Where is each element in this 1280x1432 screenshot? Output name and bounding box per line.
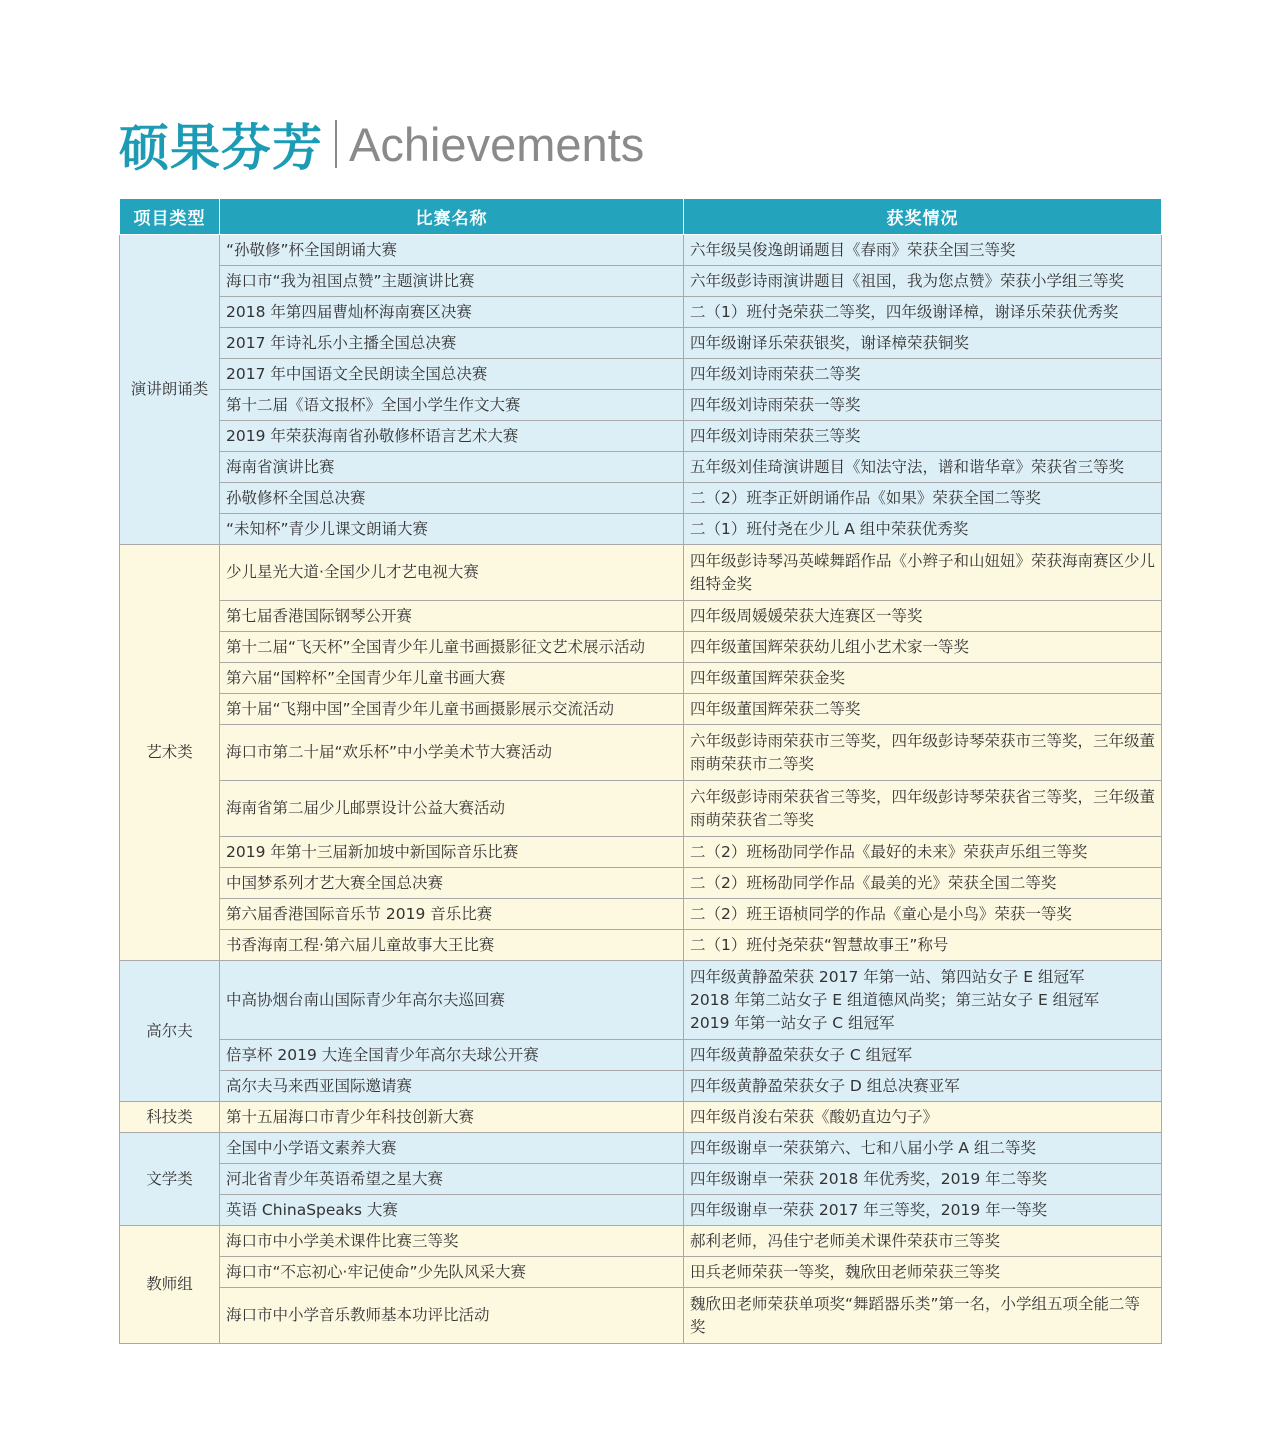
- table-row: [120, 483, 1162, 514]
- award-cell: 四年级董国辉荣获幼儿组小艺术家一等奖: [684, 632, 1162, 663]
- category-cell: 文学类: [120, 1133, 220, 1226]
- category-cell: 教师组: [120, 1226, 220, 1344]
- competition-cell: 海口市“不忘初心·牢记使命”少先队风采大赛: [220, 1257, 684, 1288]
- table-row: [120, 930, 1162, 961]
- table-row: [120, 1071, 1162, 1102]
- award-cell: 六年级彭诗雨荣获省三等奖，四年级彭诗琴荣获省三等奖，三年级董雨萌荣获省二等奖: [684, 781, 1162, 837]
- category-cell: 艺术类: [120, 545, 220, 961]
- table-row: [120, 235, 1162, 266]
- category-cell: 演讲朗诵类: [120, 235, 220, 545]
- header-category: 项目类型: [120, 199, 220, 235]
- award-cell: 四年级谢译乐荣获银奖，谢译樟荣获铜奖: [684, 328, 1162, 359]
- competition-cell: 少儿星光大道·全国少儿才艺电视大赛: [220, 545, 684, 601]
- award-cell: 四年级刘诗雨荣获三等奖: [684, 421, 1162, 452]
- award-cell: 四年级黄静盈荣获女子 C 组冠军: [684, 1040, 1162, 1071]
- table-row: [120, 899, 1162, 930]
- competition-cell: 河北省青少年英语希望之星大赛: [220, 1164, 684, 1195]
- competition-cell: 第十届“飞翔中国”全国青少年儿童书画摄影展示交流活动: [220, 694, 684, 725]
- competition-cell: 海口市中小学美术课件比赛三等奖: [220, 1226, 684, 1257]
- category-cell: 科技类: [120, 1102, 220, 1133]
- award-cell: 四年级董国辉荣获二等奖: [684, 694, 1162, 725]
- award-cell: 二（2）班杨劭同学作品《最美的光》荣获全国二等奖: [684, 868, 1162, 899]
- award-cell: 二（2）班杨劭同学作品《最好的未来》荣获声乐组三等奖: [684, 837, 1162, 868]
- award-cell: 四年级肖浚右荣获《酸奶直边勺子》: [684, 1102, 1162, 1133]
- table-row: [120, 1102, 1162, 1133]
- award-cell: 二（1）班付尧荣获“智慧故事王”称号: [684, 930, 1162, 961]
- table-row: [120, 1226, 1162, 1257]
- title-english: Achievements: [349, 117, 645, 171]
- table-row: [120, 1195, 1162, 1226]
- award-cell: 郝利老师，冯佳宁老师美术课件荣获市三等奖: [684, 1226, 1162, 1257]
- table-row: [120, 601, 1162, 632]
- competition-cell: 中高协烟台南山国际青少年高尔夫巡回赛: [220, 961, 684, 1040]
- competition-cell: 海南省演讲比赛: [220, 452, 684, 483]
- award-cell: 四年级周媛媛荣获大连赛区一等奖: [684, 601, 1162, 632]
- table-row: [120, 421, 1162, 452]
- table-row: [120, 961, 1162, 1040]
- table-row: [120, 1288, 1162, 1344]
- competition-cell: 2019 年荣获海南省孙敬修杯语言艺术大赛: [220, 421, 684, 452]
- table-row: [120, 545, 1162, 601]
- competition-cell: 中国梦系列才艺大赛全国总决赛: [220, 868, 684, 899]
- award-cell: 四年级谢卓一荣获 2018 年优秀奖，2019 年二等奖: [684, 1164, 1162, 1195]
- award-cell: [684, 961, 1162, 1040]
- title-divider: [335, 120, 337, 168]
- header-competition: 比赛名称: [220, 199, 684, 235]
- table-header-row: [120, 199, 1162, 235]
- competition-cell: 海口市“我为祖国点赞”主题演讲比赛: [220, 266, 684, 297]
- award-cell: 二（2）班李正妍朗诵作品《如果》荣获全国二等奖: [684, 483, 1162, 514]
- table-row: [120, 632, 1162, 663]
- competition-cell: 第六届香港国际音乐节 2019 音乐比赛: [220, 899, 684, 930]
- table-row: [120, 694, 1162, 725]
- competition-cell: 第十二届《语文报杯》全国小学生作文大赛: [220, 390, 684, 421]
- competition-cell: 海口市中小学音乐教师基本功评比活动: [220, 1288, 684, 1344]
- award-cell: 六年级吴俊逸朗诵题目《春雨》荣获全国三等奖: [684, 235, 1162, 266]
- competition-cell: 倍享杯 2019 大连全国青少年高尔夫球公开赛: [220, 1040, 684, 1071]
- award-cell: 田兵老师荣获一等奖，魏欣田老师荣获三等奖: [684, 1257, 1162, 1288]
- competition-cell: 书香海南工程·第六届儿童故事大王比赛: [220, 930, 684, 961]
- award-cell: 二（1）班付尧荣获二等奖，四年级谢译樟，谢译乐荣获优秀奖: [684, 297, 1162, 328]
- table-row: [120, 266, 1162, 297]
- competition-cell: “未知杯”青少儿课文朗诵大赛: [220, 514, 684, 545]
- award-cell: 二（2）班王语桢同学的作品《童心是小鸟》荣获一等奖: [684, 899, 1162, 930]
- competition-cell: 第六届“国粹杯”全国青少年儿童书画大赛: [220, 663, 684, 694]
- competition-cell: 2018 年第四届曹灿杯海南赛区决赛: [220, 297, 684, 328]
- competition-cell: 2017 年中国语文全民朗读全国总决赛: [220, 359, 684, 390]
- table-row: [120, 1133, 1162, 1164]
- table-row: [120, 1257, 1162, 1288]
- award-line: 四年级黄静盈荣获 2017 年第一站、第四站女子 E 组冠军: [690, 967, 1085, 986]
- competition-cell: 英语 ChinaSpeaks 大赛: [220, 1195, 684, 1226]
- award-cell: 六年级彭诗雨演讲题目《祖国，我为您点赞》荣获小学组三等奖: [684, 266, 1162, 297]
- competition-cell: 第十二届“飞天杯”全国青少年儿童书画摄影征文艺术展示活动: [220, 632, 684, 663]
- table-row: [120, 1040, 1162, 1071]
- competition-cell: 高尔夫马来西亚国际邀请赛: [220, 1071, 684, 1102]
- competition-cell: 2019 年第十三届新加坡中新国际音乐比赛: [220, 837, 684, 868]
- competition-cell: 海南省第二届少儿邮票设计公益大赛活动: [220, 781, 684, 837]
- competition-cell: 第七届香港国际钢琴公开赛: [220, 601, 684, 632]
- award-line: 2018 年第二站女子 E 组道德风尚奖；第三站女子 E 组冠军: [690, 990, 1100, 1009]
- table-row: [120, 781, 1162, 837]
- award-cell: 魏欣田老师荣获单项奖“舞蹈器乐类”第一名，小学组五项全能二等奖: [684, 1288, 1162, 1344]
- title-chinese: 硕果芬芳: [119, 119, 323, 177]
- table-row: [120, 663, 1162, 694]
- award-cell: 四年级谢卓一荣获第六、七和八届小学 A 组二等奖: [684, 1133, 1162, 1164]
- competition-cell: 2017 年诗礼乐小主播全国总决赛: [220, 328, 684, 359]
- header-award: 获奖情况: [684, 199, 1162, 235]
- table-row: [120, 452, 1162, 483]
- category-cell: 高尔夫: [120, 961, 220, 1102]
- award-cell: 四年级刘诗雨荣获一等奖: [684, 390, 1162, 421]
- table-row: [120, 359, 1162, 390]
- competition-cell: 孙敬修杯全国总决赛: [220, 483, 684, 514]
- award-cell: 四年级彭诗琴冯英嵘舞蹈作品《小辫子和山妞妞》荣获海南赛区少儿组特金奖: [684, 545, 1162, 601]
- table-row: [120, 725, 1162, 781]
- competition-cell: 全国中小学语文素养大赛: [220, 1133, 684, 1164]
- competition-cell: 海口市第二十届“欢乐杯”中小学美术节大赛活动: [220, 725, 684, 781]
- award-cell: 四年级董国辉荣获金奖: [684, 663, 1162, 694]
- award-cell: 四年级谢卓一荣获 2017 年三等奖，2019 年一等奖: [684, 1195, 1162, 1226]
- table-row: [120, 297, 1162, 328]
- award-cell: 四年级刘诗雨荣获二等奖: [684, 359, 1162, 390]
- award-cell: 二（1）班付尧在少儿 A 组中荣获优秀奖: [684, 514, 1162, 545]
- table-row: [120, 837, 1162, 868]
- award-cell: 六年级彭诗雨荣获市三等奖，四年级彭诗琴荣获市三等奖，三年级董雨萌荣获市二等奖: [684, 725, 1162, 781]
- page-title: [119, 112, 644, 176]
- table-row: [120, 868, 1162, 899]
- award-cell: 五年级刘佳琦演讲题目《知法守法，谱和谐华章》荣获省三等奖: [684, 452, 1162, 483]
- award-line: 2019 年第一站女子 C 组冠军: [690, 1013, 895, 1032]
- table-row: [120, 514, 1162, 545]
- table-row: [120, 1164, 1162, 1195]
- competition-cell: “孙敬修”杯全国朗诵大赛: [220, 235, 684, 266]
- table-row: [120, 390, 1162, 421]
- achievements-table: [119, 198, 1162, 1344]
- table-row: [120, 328, 1162, 359]
- competition-cell: 第十五届海口市青少年科技创新大赛: [220, 1102, 684, 1133]
- award-cell: 四年级黄静盈荣获女子 D 组总决赛亚军: [684, 1071, 1162, 1102]
